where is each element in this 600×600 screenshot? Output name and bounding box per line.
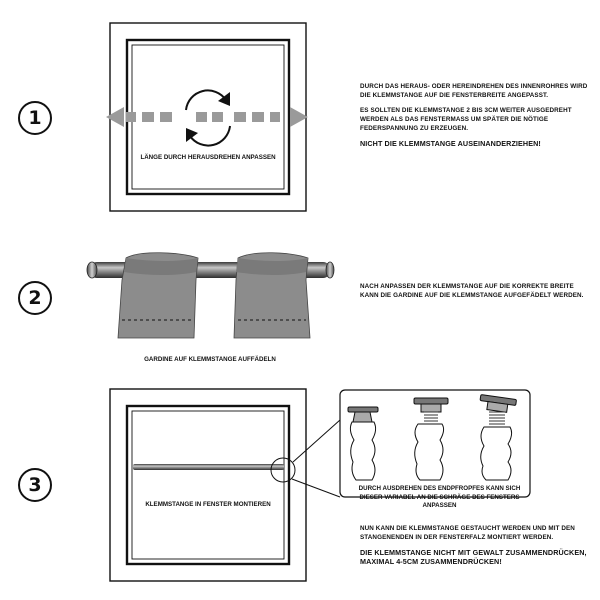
step1-description [360,82,592,154]
step3-warning: DIE KLEMMSTANGE NICHT MIT GEWALT ZUSAMMENDRÜCKEN, MAXIMAL 4-5CM ZUSAMMENDRÜCKEN! [360,548,587,566]
step-number-3: 3 [18,468,52,502]
step1-caption: LÄNGE DURCH HERAUSDREHEN ANPASSEN [140,154,276,161]
mounted-rod [133,464,284,470]
step2-description [360,282,588,306]
step3-caption: KLEMMSTANGE IN FENSTER MONTIEREN [145,501,271,508]
step-number-1: 1 [18,101,52,135]
step3-description [360,524,592,572]
window-frame-step3 [110,389,306,581]
step1-warning: NICHT DIE KLEMMSTANGE AUSEINANDERZIEHEN! [360,139,541,148]
step2-caption: GARDINE AUF KLEMMSTANGE AUFFÄDELN [144,356,276,363]
curtain-right [234,253,310,338]
step3-detail-caption: DURCH AUSDREHEN DES ENDPFROPFES KANN SICH DIESER VARIABEL AN DIE SCHRÄGE DES FENSTERS ANPASSEN [358,485,521,509]
step1-text-2: ES SOLLTEN DIE KLEMMSTANGE 2 BIS 3CM WEITER AUSGEDREHT WERDEN ALS DAS FENSTERMASS UM SPÄTER DIE NÖTIGE FEDERSPANNUNG ZU ERZEUGEN. [360,107,572,132]
step-number-2: 2 [18,281,52,315]
step3-text-1: NUN KANN DIE KLEMMSTANGE GESTAUCHT WERDEN UND MIT DEN STANGENENDEN IN DER FENSTERFALZ MONTIERT WERDEN. [360,525,575,541]
step2-text-1: NACH ANPASSEN DER KLEMMSTANGE AUF DIE KORREKTE BREITE KANN DIE GARDINE AUF DIE KLEMMSTANGE AUFGEFÄDELT WERDEN. [360,283,584,299]
curtain-left [118,253,198,338]
step1-text-1: DURCH DAS HERAUS- ODER HEREINDREHEN DES INNENROHRES WIRD DIE KLEMMSTANGE AUF DIE FENSTERBREITE ANGEPASST. [360,83,588,99]
